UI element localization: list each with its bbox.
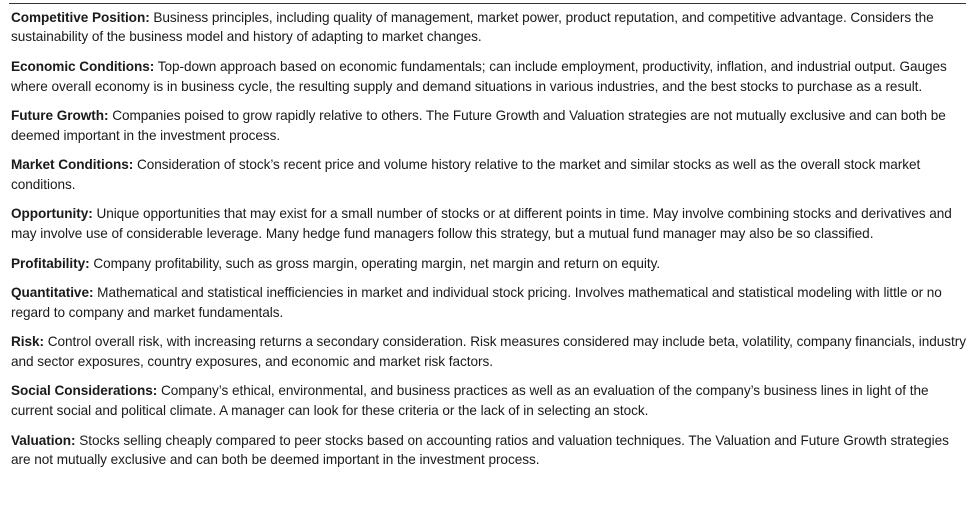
term-label: Economic Conditions:: [11, 59, 155, 75]
term-label: Opportunity:: [11, 206, 93, 222]
term-label: Future Growth:: [11, 108, 109, 124]
definition-opportunity: [11, 204, 967, 243]
definition-risk: [11, 332, 967, 371]
definition-text: Top-down approach based on economic fundamentals; can include employment, productivity, inflation, and industrial output. Gauges where overall economy is in business cycle, the resulting supply and demand situations in various industries, and the best stocks to purchase as a result.: [11, 59, 947, 94]
definition-economic-conditions: [11, 57, 967, 96]
definition-text: Mathematical and statistical inefficiencies in market and individual stock pricing. Involves mathematical and statistical modeling with little or no regard to company and market fundamentals.: [11, 285, 942, 320]
definition-text: Company profitability, such as gross margin, operating margin, net margin and return on equity.: [93, 255, 661, 271]
definition-future-growth: [11, 106, 967, 145]
definition-text: Companies poised to grow rapidly relative to others. The Future Growth and Valuation strategies are not mutually exclusive and can both be deemed important in the investment process.: [11, 108, 946, 143]
term-label: Risk:: [11, 334, 44, 350]
definition-text: Company’s ethical, environmental, and business practices as well as an evaluation of the company’s business lines in light of the current social and political climate. A manager can look for these criteria or the lack of in selecting an stock.: [11, 383, 929, 418]
term-label: Quantitative:: [11, 285, 94, 301]
term-label: Social Considerations:: [11, 383, 158, 399]
definition-market-conditions: [11, 155, 967, 194]
term-label: Market Conditions:: [11, 157, 134, 173]
term-label: Valuation:: [11, 432, 76, 448]
definition-text: Business principles, including quality of management, market power, product reputation, and competitive advantage. Considers the sustainability of the business model and history of adapting to market changes.: [11, 10, 934, 45]
term-label: Profitability:: [11, 255, 90, 271]
definition-text: Unique opportunities that may exist for a small number of stocks or at different points in time. May involve combining stocks and derivatives and may involve use of considerable leverage. Many hedge fund managers follow this strategy, but a mutual fund manager may also be so classified.: [11, 206, 952, 241]
definitions-list: [11, 8, 967, 480]
definition-quantitative: [11, 283, 967, 322]
definition-text: Consideration of stock’s recent price and volume history relative to the market and similar stocks as well as the overall stock market conditions.: [11, 157, 921, 192]
term-label: Competitive Position:: [11, 10, 150, 25]
definition-text: Stocks selling cheaply compared to peer stocks based on accounting ratios and valuation techniques. The Valuation and Future Growth strategies are not mutually exclusive and can both be deemed important in the investment process.: [11, 432, 949, 467]
definition-profitability: [11, 254, 967, 273]
definition-social-considerations: [11, 381, 967, 420]
definition-competitive-position: [11, 8, 967, 47]
definition-text: Control overall risk, with increasing returns a secondary consideration. Risk measures considered may include beta, volatility, company financials, industry and sector exposures, country exposures, and economic and market risk factors.: [11, 334, 966, 369]
top-rule: [9, 3, 966, 4]
definition-valuation: [11, 431, 967, 470]
